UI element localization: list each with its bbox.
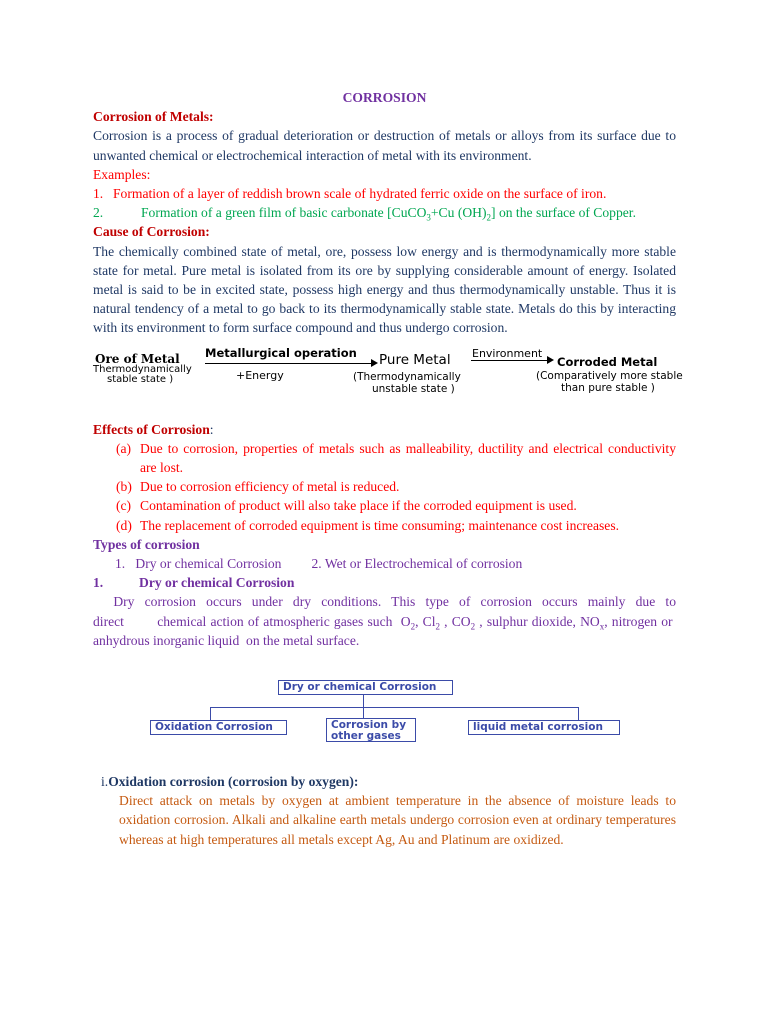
tree-child-liquid-metal: liquid metal corrosion <box>468 720 620 735</box>
effect-text: Due to corrosion, properties of metals such as malleability, ductility and electrical conductivity are lost. <box>140 440 676 476</box>
tree-drop-1 <box>210 707 211 720</box>
ore-sub1: Thermodynamically <box>93 363 192 375</box>
corroded-metal-label: Corroded Metal <box>557 354 658 369</box>
ore-sub2: stable state ) <box>107 373 174 385</box>
example-1-num: 1. <box>93 186 104 202</box>
dry-body-pre: Dry corrosion occurs under dry conditions. This type of corrosion occurs mainly due to direct chemical action of atmospheric gases such O <box>93 594 676 629</box>
type-item-dry: 1. Dry or chemical Corrosion <box>115 556 282 572</box>
dry-body-post: , nitrogen or anhydrous inorganic liquid on the metal surface. <box>93 613 676 648</box>
examples-label: Examples: <box>93 166 151 182</box>
dry-num: 1. <box>93 575 104 591</box>
tree-child-oxidation: Oxidation Corrosion <box>150 720 287 735</box>
effect-text: The replacement of corroded equipment is time consuming; maintenance cost increases. <box>140 517 620 533</box>
tree-child2-line2: other gases <box>331 730 401 743</box>
corroded-sub2: than pure stable ) <box>561 381 655 394</box>
dry-cl: , Cl <box>415 613 436 629</box>
oxidation-heading-line <box>93 772 676 791</box>
effect-text: Contamination of product will also take place if the corroded equipment is used. <box>140 498 577 514</box>
pure-metal-label: Pure Metal <box>379 351 451 368</box>
o2-sub: 2 <box>410 621 416 632</box>
tree-child2-line1: Corrosion by <box>331 719 407 732</box>
example-2-pre: Formation of a green film of basic carbonate [CuCO <box>141 205 427 221</box>
tree-drop-3 <box>578 707 579 720</box>
example-2-mid: +Cu (OH) <box>430 205 487 221</box>
pure-sub1: (Thermodynamically <box>353 370 461 383</box>
effect-label: (c) <box>116 498 132 514</box>
environment-label: Environment <box>472 346 543 360</box>
arrow-2-line <box>471 360 549 361</box>
arrow-2-head <box>547 356 554 364</box>
effect-label: (d) <box>116 517 132 533</box>
tree-stem <box>363 695 364 707</box>
dry-body-mid: , sulphur dioxide, NO <box>475 613 600 629</box>
co-sub: 2 <box>470 621 476 632</box>
types-heading: Types of corrosion <box>93 536 200 552</box>
pure-sub2: unstable state ) <box>372 382 455 395</box>
tree-bar <box>210 707 578 708</box>
corroded-sub1: (Comparatively more stable <box>536 369 683 382</box>
effect-item <box>116 477 676 496</box>
effect-item <box>116 516 676 535</box>
cause-body: The chemically combined state of metal, ore, possess low energy and is thermodynamically more stable state for metal. Pure metal is isolated from its ore by supplying considerable amount of energy. Isolated metal is said to be in excited state, possess high energy and thus thermodynamically unstable. Thus it is natural tendency of a metal to go back to its thermodynamically stable state. Metals do this by interacting with its environment to form surface compound and thus undergo corrosion. <box>93 243 676 336</box>
dry-body <box>93 592 676 650</box>
corrosion-of-metals-heading: Corrosion of Metals: <box>93 109 214 125</box>
example-2-text <box>141 203 676 222</box>
effect-label: (b) <box>116 479 132 495</box>
ore-label: Ore of Metal <box>95 351 180 366</box>
cl-sub: 2 <box>435 621 440 632</box>
effect-label: (a) <box>116 440 132 456</box>
example-2-num: 2. <box>93 205 104 221</box>
operation-label: Metallurgical operation <box>205 345 357 360</box>
effects-colon: : <box>209 421 214 437</box>
effects-heading-line <box>93 420 676 439</box>
document-page <box>93 86 683 849</box>
corrosion-definition: Corrosion is a process of gradual deterioration or destruction of metals or alloys from its surface due to unwanted chemical or electrochemical interaction of metal with its environment. <box>93 128 676 163</box>
cause-heading: Cause of Corrosion: <box>93 224 210 240</box>
oxidation-heading: Oxidation corrosion (corrosion by oxygen): <box>108 774 359 790</box>
metal-cycle-diagram <box>91 344 683 408</box>
example-1 <box>93 184 676 203</box>
effects-heading: Effects of Corrosion <box>93 421 210 437</box>
example-2 <box>93 203 676 222</box>
effects-list <box>116 439 676 535</box>
energy-label: +Energy <box>236 368 284 382</box>
example-2-sub1: 3 <box>426 212 431 223</box>
types-list <box>93 554 676 573</box>
page-title: CORROSION <box>342 90 427 105</box>
example-2-sub2: 2 <box>486 212 492 223</box>
tree-root: Dry or chemical Corrosion <box>278 680 453 695</box>
dry-corrosion-tree <box>93 662 676 772</box>
oxidation-num: i. <box>101 774 109 790</box>
dry-co: , CO <box>439 613 471 629</box>
arrow-1-line <box>205 363 373 364</box>
example-1-text: Formation of a layer of reddish brown scale of hydrated ferric oxide on the surface of iron. <box>113 186 607 202</box>
example-2-post: ] on the surface of Copper. <box>491 205 636 221</box>
oxidation-body: Direct attack on metals by oxygen at ambient temperature in the absence of moisture leads to oxidation corrosion. Alkali and alkaline earth metals undergo corrosion even at ordinary temperatures whereas at high temperatures all metals except Ag, Au and Platinum are oxidized. <box>119 793 676 847</box>
no-sub: x <box>599 621 605 632</box>
effect-text: Due to corrosion efficiency of metal is reduced. <box>140 479 400 495</box>
effect-item <box>116 496 676 515</box>
tree-child-other-gases <box>326 718 416 742</box>
dry-corrosion-heading <box>93 573 676 592</box>
effect-item <box>116 439 676 477</box>
type-item-wet: 2. Wet or Electrochemical of corrosion <box>311 556 523 572</box>
dry-title: Dry or chemical Corrosion <box>139 575 295 591</box>
arrow-1-head <box>371 359 378 367</box>
